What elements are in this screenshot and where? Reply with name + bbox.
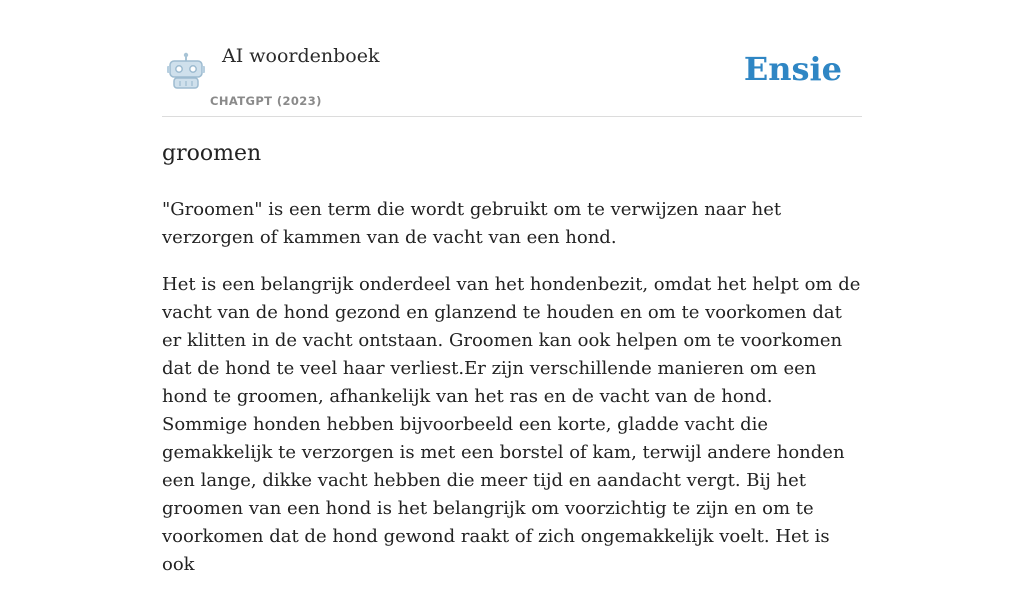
app-subtitle: CHATGPT (2023) <box>210 94 322 108</box>
definition-paragraph: "Groomen" is een term die wordt gebruikt om te verwijzen naar het verzorgen of kammen van de vacht van een hond. <box>162 199 782 248</box>
entry-content <box>162 136 862 598</box>
brand-logo-link[interactable]: Ensie <box>743 50 842 88</box>
definition-paragraph: Het is een belangrijk onderdeel van het hondenbezit, omdat het helpt om de vacht van de hond gezond en glanzend te houden en om te voorkomen dat er klitten in de vacht ontstaan. Groomen kan ook helpen om te voorkomen dat de hond te veel haar verliest.Er zijn verschillende manieren om een hond te groomen, afhankelijk van het ras en de vacht van de hond. Sommige honden hebben bijvoorbeeld een korte, gladde vacht die gemakkelijk te verzorgen is met een borstel of kam, terwijl andere honden een lange, dikke vacht hebben die meer tijd en aandacht vergt. Bij het groomen van een hond is het belangrijk om voorzichtig te zijn en om te voorkomen dat de hond gewond raakt of zich ongemakkelijk voelt. Het is ook <box>162 274 861 575</box>
robot-icon <box>166 52 206 90</box>
entry-term: groomen <box>162 141 262 166</box>
app-title: AI woordenboek <box>222 45 380 67</box>
site-header <box>162 0 862 117</box>
